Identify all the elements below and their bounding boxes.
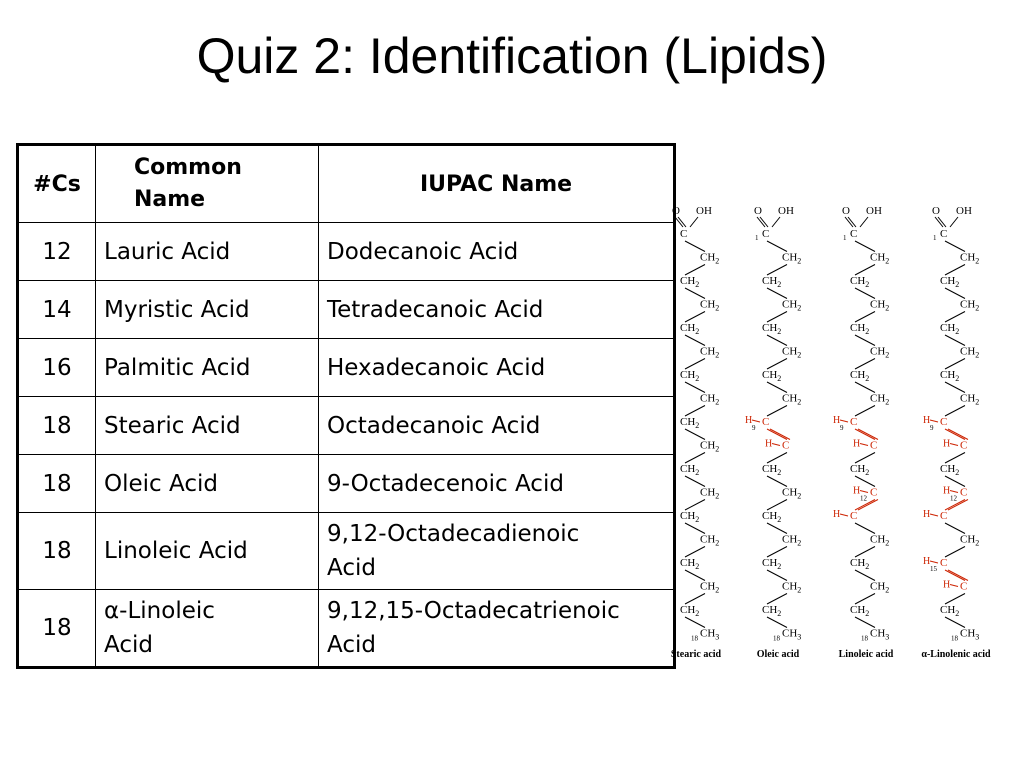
cell-iupac-name — [319, 513, 675, 590]
chain-bond — [945, 523, 965, 534]
methylene-label: $CH_2$ — [680, 322, 700, 336]
methylene-label: $CH_2$ — [680, 463, 700, 477]
hydroxyl-bond — [860, 217, 868, 227]
oxygen-label: O — [672, 205, 680, 217]
table-row — [18, 397, 675, 455]
hydrogen-label: H — [923, 509, 931, 520]
header-iupac-name: IUPAC Name — [319, 145, 675, 223]
chain-bond — [855, 312, 875, 323]
methylene-label: $CH_2$ — [680, 510, 700, 524]
chain-bond — [767, 406, 787, 417]
carbon-number: 18 — [861, 634, 868, 643]
methylene-label: $CH_2$ — [762, 322, 782, 336]
cell-cs: 14 — [18, 281, 96, 339]
h-bond — [860, 444, 868, 446]
alkene-carbon-label: C — [960, 580, 968, 593]
methylene-label: $CH_2$ — [700, 251, 720, 266]
h-bond — [752, 420, 760, 422]
cell-cs: 18 — [18, 397, 96, 455]
methylene-label: $CH_2$ — [680, 557, 700, 571]
table-row — [18, 513, 675, 590]
double-bond — [948, 429, 968, 440]
chain-bond — [945, 594, 965, 605]
methylene-label: $CH_2$ — [850, 322, 870, 336]
hydroxyl-label: OH — [956, 205, 972, 217]
cell-iupac-name: 9-Octadecenoic Acid — [319, 455, 675, 513]
iupac-line1: 9,12,15-Octadecatrienoic — [327, 598, 620, 624]
cell-common-name: Oleic Acid — [96, 455, 319, 513]
methylene-label: $CH_2$ — [700, 580, 720, 595]
common-line1: α-Linoleic — [104, 598, 215, 624]
chain-bond — [945, 382, 965, 393]
methylene-label: $CH_2$ — [680, 416, 700, 430]
structure-caption: Linoleic acid — [838, 649, 894, 660]
methylene-label: $CH_2$ — [782, 345, 802, 360]
chain-bond — [767, 523, 787, 534]
chain-bond — [945, 288, 965, 299]
carbon-number: 18 — [691, 634, 698, 643]
chain-bond — [855, 617, 875, 628]
chain-bond — [945, 335, 965, 346]
cell-iupac-name: Tetradecanoic Acid — [319, 281, 675, 339]
methylene-label: $CH_2$ — [700, 439, 720, 454]
table-header-row — [18, 145, 675, 223]
methylene-label: $CH_2$ — [960, 392, 980, 407]
cell-cs: 16 — [18, 339, 96, 397]
alkene-carbon-label: C — [850, 416, 858, 428]
methylene-label: $CH_2$ — [870, 533, 890, 548]
chain-bond — [767, 500, 787, 511]
cell-common-name: Lauric Acid — [96, 223, 319, 281]
double-bond — [948, 570, 968, 581]
hydrogen-label: H — [745, 415, 753, 426]
chain-bond — [855, 359, 875, 370]
page-title: Quiz 2: Identification (Lipids) — [196, 28, 828, 84]
methylene-label: $CH_2$ — [960, 345, 980, 360]
methylene-label: $CH_2$ — [782, 486, 802, 501]
methylene-label: $CH_2$ — [870, 392, 890, 407]
methylene-label: $CH_2$ — [940, 463, 960, 477]
methylene-label: $CH_2$ — [762, 557, 782, 571]
alkene-carbon-label: C — [940, 416, 948, 428]
chain-bond — [855, 547, 875, 558]
h-bond — [930, 514, 938, 516]
table-row — [18, 590, 675, 668]
chain-bond — [767, 265, 787, 276]
alkene-carbon-label: C — [870, 486, 878, 499]
methylene-label: $CH_2$ — [762, 604, 782, 618]
h-bond — [930, 561, 938, 563]
methylene-label: $CH_2$ — [850, 275, 870, 289]
cell-common-name: Stearic Acid — [96, 397, 319, 455]
hydrogen-label: H — [765, 438, 773, 450]
carbon-number: 9 — [930, 424, 934, 432]
methylene-label: $CH_2$ — [782, 251, 802, 266]
carbon-number: 9 — [752, 424, 756, 432]
chain-bond — [767, 570, 787, 581]
cell-iupac-name: Dodecanoic Acid — [319, 223, 675, 281]
methylene-label: $CH_2$ — [870, 251, 890, 266]
methylene-label: $CH_2$ — [870, 580, 890, 595]
structure-caption: α-Linolenic acid — [921, 649, 991, 660]
methylene-label: $CH_2$ — [782, 533, 802, 548]
fatty-acid-structures — [662, 196, 1012, 666]
chain-bond — [855, 453, 875, 464]
cell-cs: 18 — [18, 455, 96, 513]
chain-bond — [685, 312, 705, 323]
methylene-label: $CH_2$ — [700, 392, 720, 407]
methylene-label: $CH_2$ — [700, 298, 720, 313]
chain-bond — [855, 241, 875, 252]
structures-svg — [662, 196, 1012, 666]
cell-common-name: Palmitic Acid — [96, 339, 319, 397]
chain-bond — [685, 359, 705, 370]
header-common-line1: Common — [134, 155, 242, 180]
lipid-table — [16, 143, 676, 669]
hydroxyl-bond — [772, 217, 780, 227]
methylene-label: $CH_2$ — [940, 369, 960, 383]
chain-bond — [855, 594, 875, 605]
methyl-label: $CH_3$ — [870, 627, 890, 642]
chain-bond — [685, 265, 705, 276]
alkene-carbon-label: C — [850, 510, 858, 522]
chain-bond — [685, 476, 705, 487]
chain-bond — [855, 570, 875, 581]
chain-bond — [767, 312, 787, 323]
chain-bond — [767, 241, 787, 252]
structure-caption: Oleic acid — [756, 649, 800, 660]
carbon-number: 12 — [950, 494, 957, 503]
chain-bond — [945, 617, 965, 628]
chain-bond — [945, 406, 965, 417]
methylene-label: $CH_2$ — [870, 345, 890, 360]
methyl-label: $CH_3$ — [782, 627, 802, 642]
methyl-label: $CH_3$ — [960, 627, 980, 642]
carbon-number: 1 — [933, 234, 937, 242]
h-bond — [930, 420, 938, 422]
methylene-label: $CH_2$ — [782, 580, 802, 595]
chain-bond — [685, 617, 705, 628]
chain-bond — [855, 382, 875, 393]
chain-bond — [945, 453, 965, 464]
h-bond — [950, 444, 958, 446]
chain-bond — [855, 335, 875, 346]
methylene-label: $CH_2$ — [870, 298, 890, 313]
methylene-label: $CH_2$ — [700, 533, 720, 548]
h-bond — [840, 514, 848, 516]
hydroxyl-label: OH — [696, 205, 712, 217]
cell-cs: 12 — [18, 223, 96, 281]
hydroxyl-bond — [690, 217, 698, 227]
table-row — [18, 223, 675, 281]
hydrogen-label: H — [923, 415, 931, 426]
alkene-carbon-label: C — [870, 439, 878, 452]
chain-bond — [945, 312, 965, 323]
methylene-label: $CH_2$ — [782, 392, 802, 407]
carbon-number: 15 — [930, 565, 937, 573]
cell-common-name — [96, 590, 319, 668]
methylene-label: $CH_2$ — [960, 251, 980, 266]
methylene-label: $CH_2$ — [940, 275, 960, 289]
table-row — [18, 339, 675, 397]
carbon-number: 18 — [951, 634, 958, 643]
chain-bond — [685, 547, 705, 558]
chain-bond — [767, 382, 787, 393]
cell-iupac-name: Octadecanoic Acid — [319, 397, 675, 455]
methylene-label: $CH_2$ — [700, 486, 720, 501]
methylene-label: $CH_2$ — [782, 298, 802, 313]
methylene-label: $CH_2$ — [680, 369, 700, 383]
hydroxyl-label: OH — [866, 205, 882, 217]
alkene-carbon-label: C — [960, 439, 968, 452]
hydrogen-label: H — [943, 438, 951, 450]
alkene-carbon-label: C — [940, 557, 948, 569]
carbon-number: 1 — [843, 234, 847, 242]
chain-bond — [767, 594, 787, 605]
carbon-label: C — [940, 228, 948, 240]
chain-bond — [945, 359, 965, 370]
cell-iupac-name: Hexadecanoic Acid — [319, 339, 675, 397]
chain-bond — [767, 288, 787, 299]
chain-bond — [855, 523, 875, 534]
alkene-carbon-label: C — [960, 486, 968, 499]
methylene-label: $CH_2$ — [762, 463, 782, 477]
hydrogen-label: H — [853, 438, 861, 450]
hydrogen-label: H — [853, 485, 861, 497]
hydroxyl-bond — [950, 217, 958, 227]
carbon-number: 12 — [860, 494, 867, 503]
h-bond — [772, 444, 780, 446]
chain-bond — [685, 406, 705, 417]
structure-caption: Stearic acid — [670, 649, 722, 660]
hydrogen-label: H — [943, 579, 951, 591]
chain-bond — [855, 406, 875, 417]
methylene-label: $CH_2$ — [762, 369, 782, 383]
table-row — [18, 281, 675, 339]
methylene-label: $CH_2$ — [850, 604, 870, 618]
methylene-label: $CH_2$ — [850, 463, 870, 477]
methylene-label: $CH_2$ — [940, 604, 960, 618]
methylene-label: $CH_2$ — [850, 557, 870, 571]
h-bond — [860, 491, 868, 493]
cell-cs: 18 — [18, 590, 96, 668]
cell-common-name: Myristic Acid — [96, 281, 319, 339]
chain-bond — [945, 547, 965, 558]
common-line2: Acid — [104, 632, 153, 658]
alkene-carbon-label: C — [782, 439, 790, 452]
oxygen-label: O — [842, 205, 850, 217]
carbon-number: 18 — [773, 634, 780, 643]
hydrogen-label: H — [833, 415, 841, 426]
chain-bond — [685, 429, 705, 440]
h-bond — [950, 585, 958, 587]
chain-bond — [945, 241, 965, 252]
hydrogen-label: H — [833, 509, 841, 520]
carbon-label: C — [762, 228, 770, 240]
chain-bond — [685, 288, 705, 299]
methylene-label: $CH_2$ — [700, 345, 720, 360]
alkene-carbon-label: C — [940, 510, 948, 522]
methyl-label: $CH_3$ — [700, 627, 720, 642]
iupac-line2: Acid — [327, 555, 376, 581]
methylene-label: $CH_2$ — [762, 510, 782, 524]
chain-bond — [767, 476, 787, 487]
methylene-label: $CH_2$ — [850, 369, 870, 383]
chain-bond — [685, 241, 705, 252]
double-bond — [770, 429, 790, 440]
header-common-name — [96, 145, 319, 223]
carbon-number: 9 — [840, 424, 844, 432]
chain-bond — [685, 523, 705, 534]
chain-bond — [945, 265, 965, 276]
cell-cs: 18 — [18, 513, 96, 590]
carbon-label: C — [680, 228, 688, 240]
chain-bond — [767, 453, 787, 464]
chain-bond — [685, 335, 705, 346]
methylene-label: $CH_2$ — [680, 604, 700, 618]
cell-iupac-name — [319, 590, 675, 668]
hydroxyl-label: OH — [778, 205, 794, 217]
methylene-label: $CH_2$ — [680, 275, 700, 289]
iupac-line2: Acid — [327, 632, 376, 658]
double-bond — [858, 429, 878, 440]
table-row — [18, 455, 675, 513]
hydrogen-label: H — [923, 556, 931, 567]
oxygen-label: O — [932, 205, 940, 217]
chain-bond — [855, 288, 875, 299]
chain-bond — [685, 500, 705, 511]
chain-bond — [855, 265, 875, 276]
chain-bond — [767, 359, 787, 370]
methylene-label: $CH_2$ — [762, 275, 782, 289]
chain-bond — [685, 594, 705, 605]
chain-bond — [767, 617, 787, 628]
chain-bond — [767, 335, 787, 346]
cell-common-name: Linoleic Acid — [96, 513, 319, 590]
carbon-number: 1 — [673, 234, 677, 242]
methylene-label: $CH_2$ — [960, 298, 980, 313]
chain-bond — [767, 547, 787, 558]
methylene-label: $CH_2$ — [940, 322, 960, 336]
header-cs: #Cs — [18, 145, 96, 223]
chain-bond — [685, 453, 705, 464]
iupac-line1: 9,12-Octadecadienoic — [327, 521, 580, 547]
h-bond — [840, 420, 848, 422]
header-common-line2: Name — [134, 187, 206, 212]
oxygen-label: O — [754, 205, 762, 217]
chain-bond — [685, 570, 705, 581]
hydrogen-label: H — [943, 485, 951, 497]
chain-bond — [685, 382, 705, 393]
methylene-label: $CH_2$ — [960, 533, 980, 548]
carbon-number: 1 — [755, 234, 759, 242]
carbon-label: C — [850, 228, 858, 240]
h-bond — [950, 491, 958, 493]
alkene-carbon-label: C — [762, 416, 770, 428]
